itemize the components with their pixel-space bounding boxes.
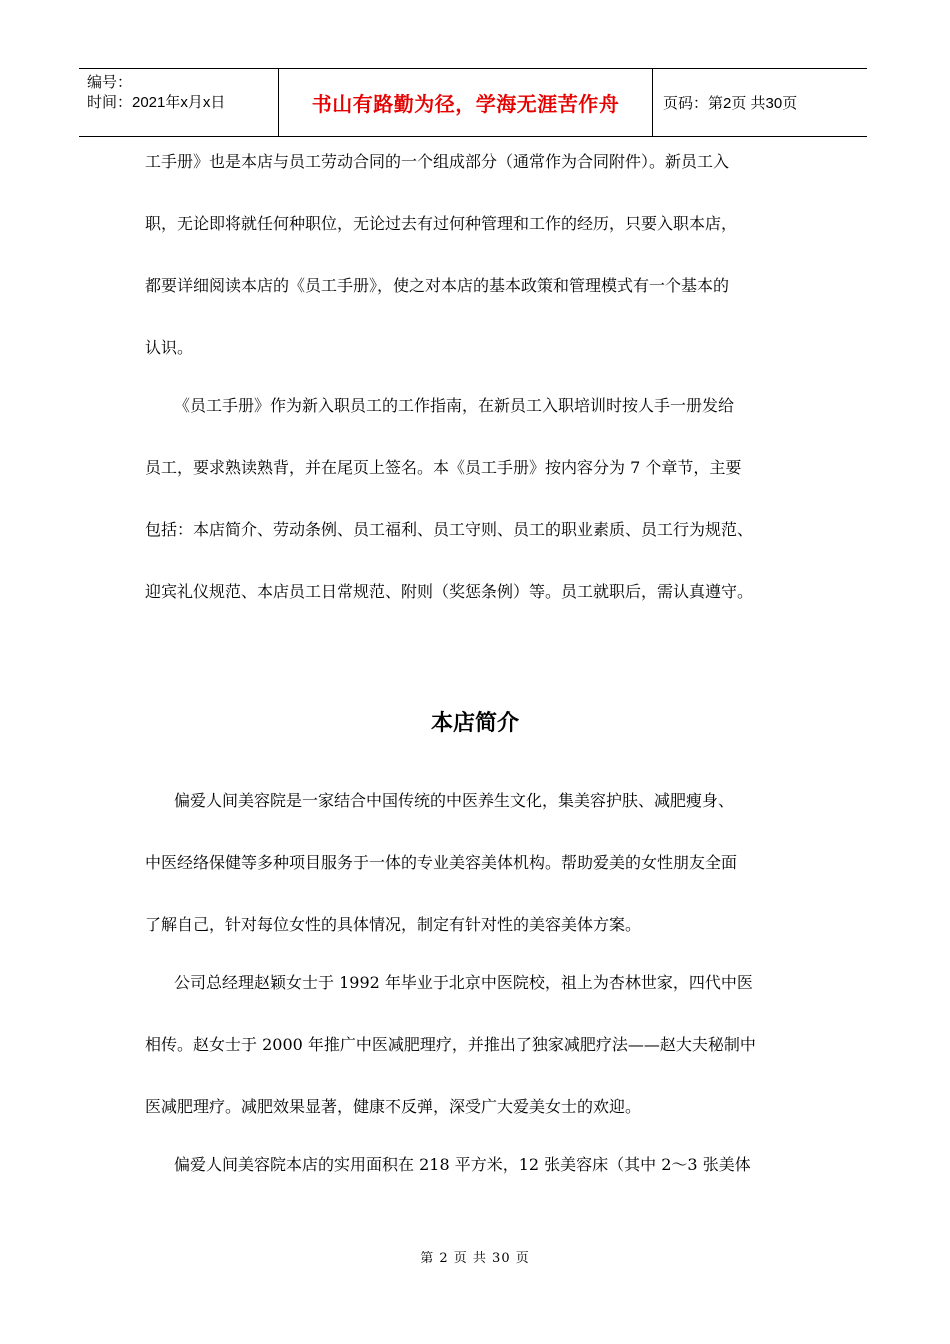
text-line: 包括：本店简介、劳动条例、员工福利、员工守则、员工的职业素质、员工行为规范、: [145, 520, 754, 539]
text-line: 偏爱人间美容院是一家结合中国传统的中医养生文化，集美容护肤、减肥瘦身、: [174, 791, 735, 810]
text-line: 迎宾礼仪规范、本店员工日常规范、附则（奖惩条例）等。员工就职后，需认真遵守。: [145, 582, 754, 601]
header-page-info: 页码：第2页 共30页: [663, 95, 798, 112]
text-line: 《员工手册》作为新入职员工的工作指南，在新员工入职培训时按人手一册发给: [174, 396, 735, 415]
section-content: [145, 791, 815, 1217]
section-title: 本店简介: [430, 711, 519, 736]
document-date: 时间：2021年x月x日: [87, 94, 226, 111]
text-line: 相传。赵女士于 2000 年推广中医减肥理疗，并推出了独家减肥疗法——赵大夫秘制中: [145, 1035, 756, 1054]
header-meta: [79, 69, 279, 136]
section-paragraph-1: [145, 791, 815, 935]
text-line: 认识。: [145, 338, 194, 357]
intro-paragraph-1: [145, 152, 815, 358]
section-paragraph-2: [145, 973, 815, 1117]
page-footer: 第 2 页 共 30 页: [420, 1251, 530, 1266]
document-number-label: 编号：: [87, 74, 133, 91]
text-line: 员工，要求熟读熟背，并在尾页上签名。本《员工手册》按内容分为 7 个章节，主要: [145, 458, 742, 477]
text-line: 工手册》也是本店与员工劳动合同的一个组成部分（通常作为合同附件）。新员工入: [145, 152, 730, 171]
text-line: 都要详细阅读本店的《员工手册》，使之对本店的基本政策和管理模式有一个基本的: [145, 276, 730, 295]
text-line: 医减肥理疗。减肥效果显著，健康不反弹，深受广大爱美女士的欢迎。: [145, 1097, 642, 1116]
text-line: 了解自己，针对每位女性的具体情况，制定有针对性的美容美体方案。: [145, 915, 642, 934]
intro-paragraph-2: [145, 396, 815, 602]
intro-content: [145, 152, 815, 644]
page-header: [79, 68, 867, 137]
header-motto: 书山有路勤为径，学海无涯苦作舟: [279, 69, 653, 136]
text-line: 中医经络保健等多种项目服务于一体的专业美容美体机构。帮助爱美的女性朋友全面: [145, 853, 738, 872]
text-line: 职，无论即将就任何种职位，无论过去有过何种管理和工作的经历，只要入职本店，: [145, 214, 738, 233]
text-line: 公司总经理赵颖女士于 1992 年毕业于北京中医院校，祖上为杏林世家，四代中医: [174, 973, 753, 992]
text-line: 偏爱人间美容院本店的实用面积在 218 平方米，12 张美容床（其中 2～3 张美体: [174, 1155, 751, 1174]
section-paragraph-3: [145, 1155, 815, 1175]
